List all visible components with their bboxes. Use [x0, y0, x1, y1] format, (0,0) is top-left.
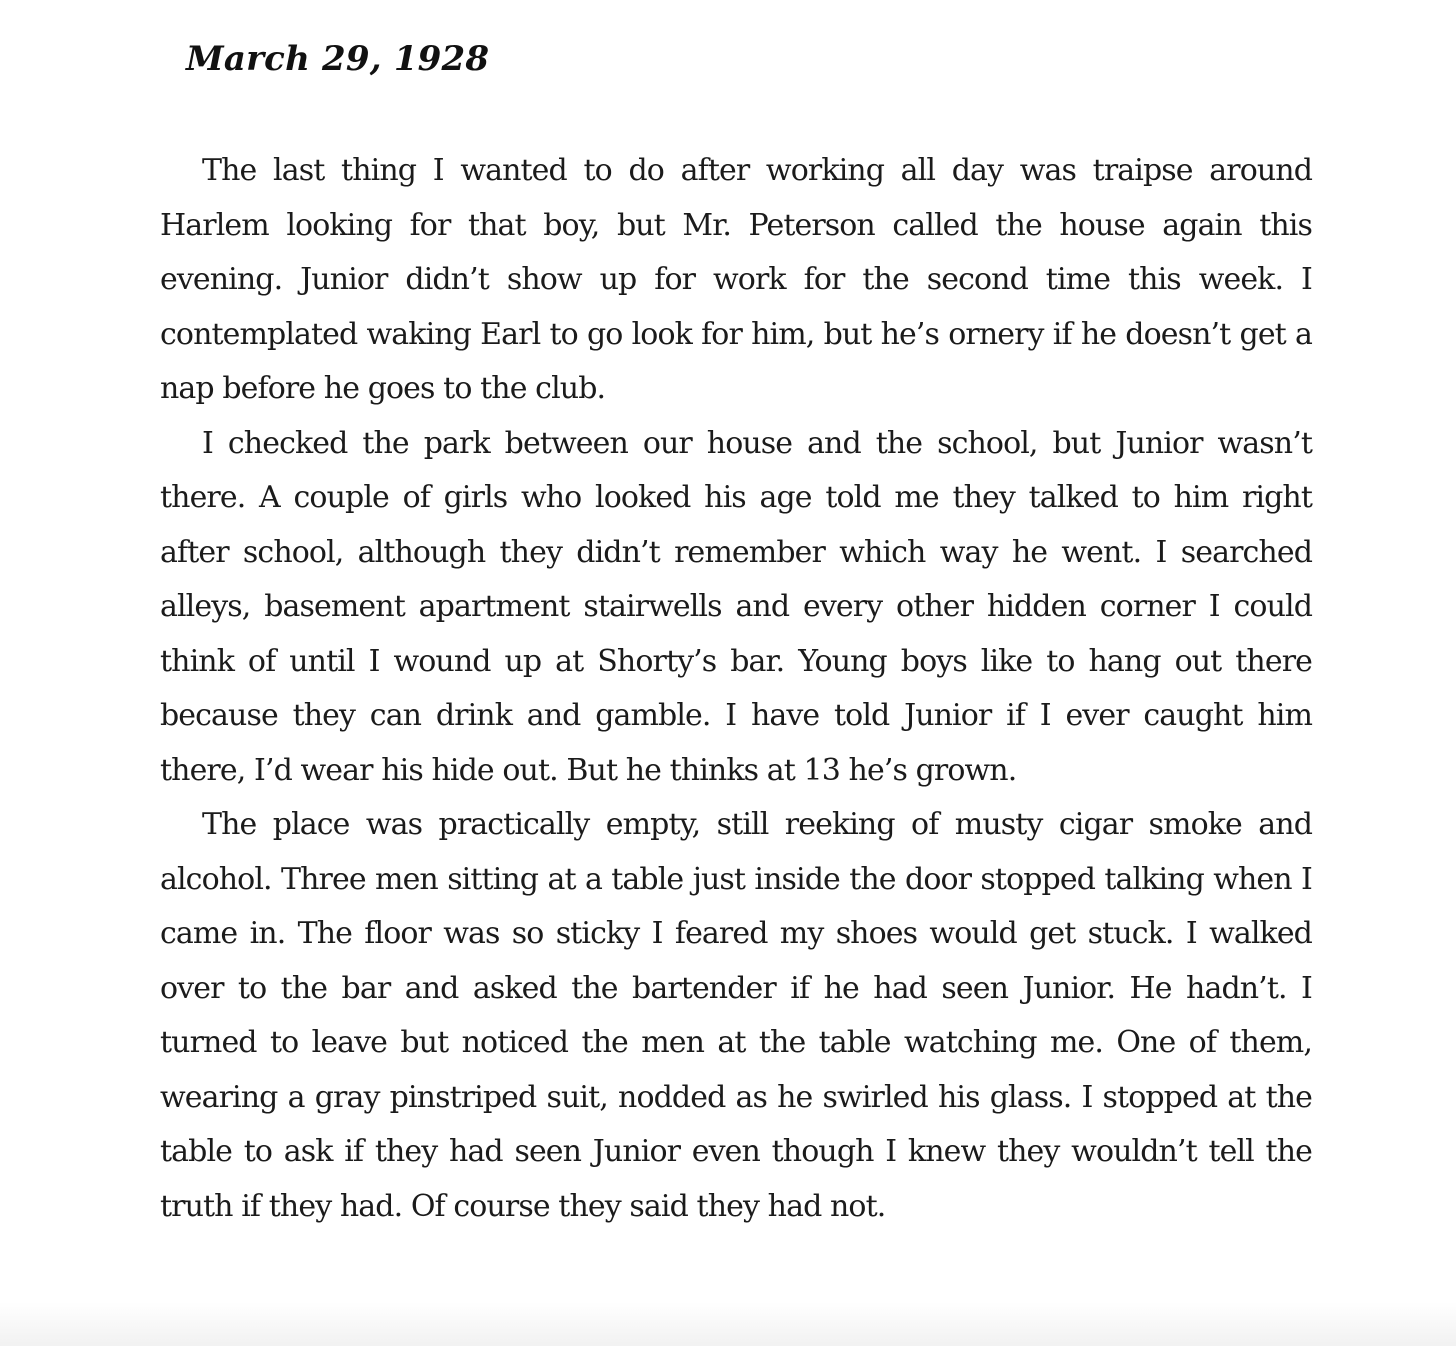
bottom-shadow: [0, 1302, 1456, 1346]
paragraph-1: The last thing I wanted to do after working all day was traipse around Harlem looking for that boy, but Mr. Peterson called the house again this evening. Junior didn’t show up for work for the second time this week. I contemplated waking Earl to go look for him, but he’s ornery if he doesn’t get a nap before he goes to the club.: [160, 153, 1312, 406]
body-text: [160, 144, 1312, 1234]
paragraph-2: I checked the park between our house and the school, but Junior wasn’t there. A couple of girls who looked his age told me they talked to him right after school, although they didn’t remember which way he went. I searched alleys, basement apartment stairwells and every other hidden corner I could think of until I wound up at Shorty’s bar. Young boys like to hang out there because they can drink and gamble. I have told Junior if I ever caught him there, I’d wear his hide out. But he thinks at 13 he’s grown.: [160, 425, 1312, 788]
date-heading: March 29, 1928: [186, 39, 490, 79]
paragraph-3: The place was practically empty, still reeking of musty cigar smoke and alcohol. Three men sitting at a table just inside the door stopped talking when I came in. The floor was so sticky I feared my shoes would get stuck. I walked over to the bar and asked the bartender if he had seen Junior. He hadn’t. I turned to leave but noticed the men at the table watching me. One of them, wearing a gray pinstriped suit, nodded as he swirled his glass. I stopped at the table to ask if they had seen Junior even though I knew they wouldn’t tell the truth if they had. Of course they said they had not.: [160, 807, 1312, 1224]
